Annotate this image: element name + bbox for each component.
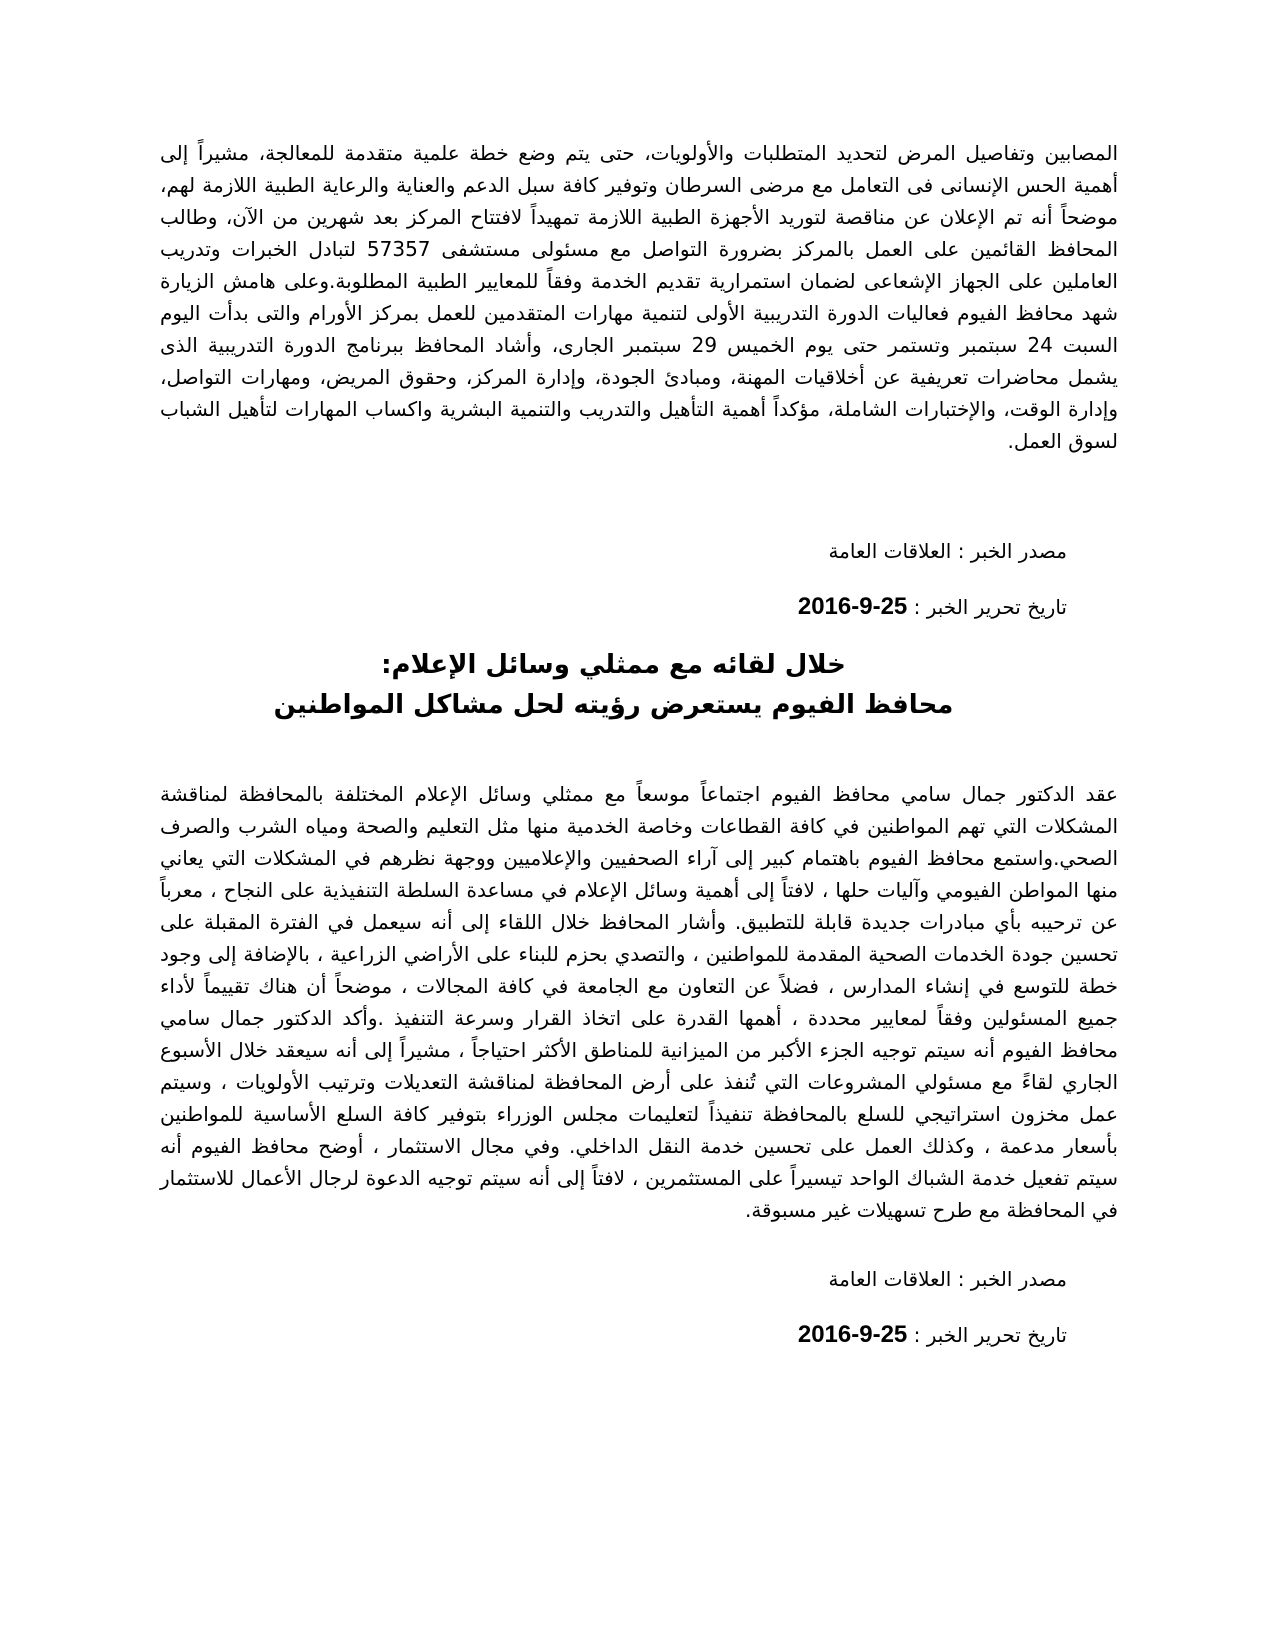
article-1-date-label: تاريخ تحرير الخبر : xyxy=(907,595,1067,619)
article-1-body: المصابين وتفاصيل المرض لتحديد المتطلبات والأولويات، حتى يتم وضع خطة علمية متقدمة للمعالجة، مشيراً إلى أهمية الحس الإنسانى فى التعامل مع مرضى السرطان وتوفير كافة سبل الدعم والعناية والرعاية الطبية اللازمة لهم، موضحاً أنه تم الإعلان عن مناقصة لتوريد الأجهزة الطبية اللازمة تمهيداً لافتتاح المركز بعد شهرين من الآن، وطالب المحافظ القائمين على العمل بالمركز بضرورة التواصل مع مسئولى مستشفى 57357 لتبادل الخبرات وتدريب العاملين على الجهاز الإشعاعى لضمان استمرارية تقديم الخدمة وفقاً للمعايير الطبية المطلوبة.وعلى هامش الزيارة شهد محافظ الفيوم فعاليات الدورة التدريبية الأولى لتنمية مهارات المتقدمين للعمل بمركز الأورام والتى بدأت اليوم السبت 24 سبتمبر وتستمر حتى يوم الخميس 29 سبتمبر الجارى، وأشاد المحافظ ببرنامج الدورة التدريبية الذى يشمل محاضرات تعريفية عن أخلاقيات المهنة، ومبادئ الجودة، وإدارة المركز، وحقوق المريض، ومهارات التواصل، وإدارة الوقت، والإختبارات الشاملة، مؤكداً أهمية التأهيل والتدريب والتنمية البشرية واكساب المهارات لتأهيل الشباب لسوق العمل. xyxy=(160,141,1119,453)
article-2-date-label: تاريخ تحرير الخبر : xyxy=(907,1323,1067,1347)
article-1-news-source: مصدر الخبر : العلاقات العامة xyxy=(828,539,1067,563)
article-2-news-source: مصدر الخبر : العلاقات العامة xyxy=(828,1267,1067,1291)
article-1-date-value: 2016-9-25 xyxy=(797,593,908,620)
article-1-edit-date xyxy=(798,592,1067,622)
article-2-edit-date xyxy=(798,1320,1067,1350)
article-2-date-value: 2016-9-25 xyxy=(797,1321,908,1348)
article-2-body: عقد الدكتور جمال سامي محافظ الفيوم اجتماعاً موسعاً مع ممثلي وسائل الإعلام المختلفة بالمحافظة لمناقشة المشكلات التي تهم المواطنين في كافة القطاعات وخاصة الخدمية منها مثل التعليم والصحة ومياه الشرب والصرف الصحي.واستمع محافظ الفيوم باهتمام كبير إلى آراء الصحفيين والإعلاميين ووجهة نظرهم في المشكلات التي يعاني منها المواطن الفيومي وآليات حلها ، لافتاً إلى أهمية وسائل الإعلام في مساعدة السلطة التنفيذية على النجاح ، معرباً عن ترحيبه بأي مبادرات جديدة قابلة للتطبيق. وأشار المحافظ خلال اللقاء إلى أنه سيعمل في الفترة المقبلة على تحسين جودة الخدمات الصحية المقدمة للمواطنين ، والتصدي بحزم للبناء على الأراضي الزراعية ، بالإضافة إلى وجود خطة للتوسع في إنشاء المدارس ، فضلاً عن التعاون مع الجامعة في كافة المجالات ، موضحاً أن هناك تقييماً لأداء جميع المسئولين وفقاً لمعايير محددة ، أهمها القدرة على اتخاذ القرار وسرعة التنفيذ .وأكد الدكتور جمال سامي محافظ الفيوم أنه سيتم توجيه الجزء الأكبر من الميزانية للمناطق الأكثر احتياجاً ، مشيراً إلى أنه سيعقد خلال الأسبوع الجاري لقاءً مع مسئولي المشروعات التي تُنفذ على أرض المحافظة لمناقشة التعديلات وترتيب الأولويات ، وسيتم عمل مخزون استراتيجي للسلع بالمحافظة تنفيذاً لتعليمات مجلس الوزراء بتوفير كافة السلع الأساسية للمواطنين بأسعار مدعمة ، وكذلك العمل على تحسين خدمة النقل الداخلي. وفي مجال الاستثمار ، أوضح محافظ الفيوم أنه سيتم تفعيل خدمة الشباك الواحد تيسيراً على المستثمرين ، لافتاً إلى أنه سيتم توجيه الدعوة لرجال الأعمال للاستثمار في المحافظة مع طرح تسهيلات غير مسبوقة. xyxy=(160,782,1118,1222)
article-2-headline-line-1: خلال لقائه مع ممثلي وسائل الإعلام: xyxy=(381,650,846,680)
article-2-headline-line-2: محافظ الفيوم يستعرض رؤيته لحل مشاكل المواطنين xyxy=(273,690,954,720)
